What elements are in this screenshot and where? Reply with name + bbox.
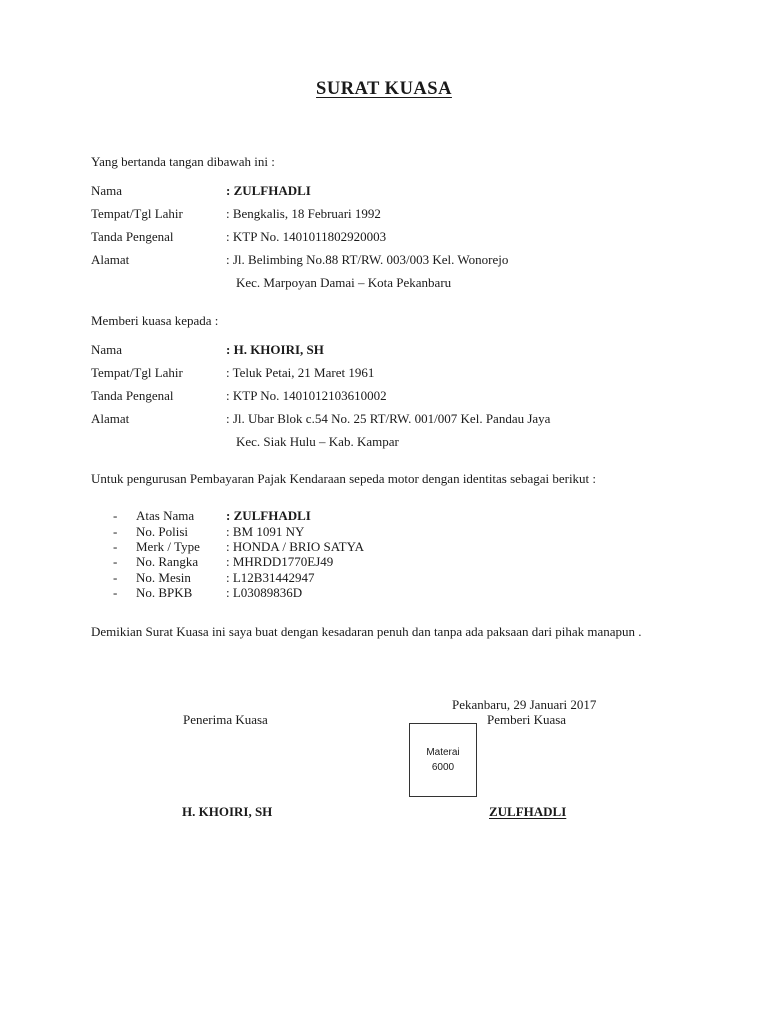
kendaraan-bpkb-value: : L03089836D xyxy=(226,585,303,600)
kendaraan-rangka-label: No. Rangka xyxy=(136,554,199,569)
pemberi-nama-value: : ZULFHADLI xyxy=(226,183,311,198)
kendaraan-merk-label: Merk / Type xyxy=(136,539,200,554)
kendaraan-rangka-value: : MHRDD1770EJ49 xyxy=(226,554,334,569)
pemberi-ttl-label: Tempat/Tgl Lahir xyxy=(91,206,183,221)
list-bullet: - xyxy=(113,554,118,569)
penerima-pengenal-label: Tanda Pengenal xyxy=(91,388,174,403)
ttd-penerima-name: H. KHOIRI, SH xyxy=(182,804,273,819)
penerima-nama-value: : H. KHOIRI, SH xyxy=(226,342,324,357)
penerima-nama-label: Nama xyxy=(91,342,123,357)
list-bullet: - xyxy=(113,585,118,600)
keperluan-text: Untuk pengurusan Pembayaran Pajak Kendaraan sepeda motor dengan identitas sebagai berikut : xyxy=(91,471,597,486)
kendaraan-merk-value: : HONDA / BRIO SATYA xyxy=(226,539,364,554)
penerima-kuasa-label: Penerima Kuasa xyxy=(183,712,268,727)
list-bullet: - xyxy=(113,570,118,585)
materai-label: Materai xyxy=(426,747,460,758)
list-bullet: - xyxy=(113,508,118,523)
kendaraan-mesin-value: : L12B31442947 xyxy=(226,570,315,585)
materai-value: 6000 xyxy=(431,762,455,773)
penerima-ttl-value: : Teluk Petai, 21 Maret 1961 xyxy=(226,365,375,380)
pemberi-nama-label: Nama xyxy=(91,183,123,198)
pemberi-alamat-line2: Kec. Marpoyan Damai – Kota Pekanbaru xyxy=(236,275,452,290)
penerima-ttl-label: Tempat/Tgl Lahir xyxy=(91,365,183,380)
penerima-alamat-value: : Jl. Ubar Blok c.54 No. 25 RT/RW. 001/007 Kel. Pandau Jaya xyxy=(226,411,551,426)
pemberi-alamat-value: : Jl. Belimbing No.88 RT/RW. 003/003 Kel. Wonorejo xyxy=(226,252,509,267)
memberi-kuasa-text: Memberi kuasa kepada : xyxy=(91,313,219,328)
pemberi-pengenal-label: Tanda Pengenal xyxy=(91,229,174,244)
list-bullet: - xyxy=(113,539,118,554)
penerima-pengenal-value: : KTP No. 1401012103610002 xyxy=(226,388,387,403)
kendaraan-polisi-label: No. Polisi xyxy=(136,524,189,539)
pemberi-ttl-value: : Bengkalis, 18 Februari 1992 xyxy=(226,206,381,221)
kendaraan-bpkb-label: No. BPKB xyxy=(136,585,193,600)
ttd-pemberi-name: ZULFHADLI xyxy=(489,804,567,819)
list-bullet: - xyxy=(113,524,118,539)
intro-text: Yang bertanda tangan dibawah ini : xyxy=(91,154,275,169)
pemberi-kuasa-label: Pemberi Kuasa xyxy=(487,712,567,727)
penutup-paragraph: Demikian Surat Kuasa ini saya buat dengan kesadaran penuh dan tanpa ada paksaan dari pihak manapun . xyxy=(91,624,642,639)
kendaraan-polisi-value: : BM 1091 NY xyxy=(226,524,305,539)
penerima-alamat-label: Alamat xyxy=(91,411,130,426)
kendaraan-atas-nama-label: Atas Nama xyxy=(136,508,195,523)
kendaraan-mesin-label: No. Mesin xyxy=(136,570,191,585)
document-title: SURAT KUASA xyxy=(316,79,452,99)
penerima-alamat-line2: Kec. Siak Hulu – Kab. Kampar xyxy=(236,434,399,449)
pemberi-pengenal-value: : KTP No. 1401011802920003 xyxy=(226,229,387,244)
kendaraan-atas-nama-value: : ZULFHADLI xyxy=(226,508,311,523)
tempat-tanggal: Pekanbaru, 29 Januari 2017 xyxy=(452,697,597,712)
materai-stamp-box xyxy=(409,723,477,797)
pemberi-alamat-label: Alamat xyxy=(91,252,130,267)
